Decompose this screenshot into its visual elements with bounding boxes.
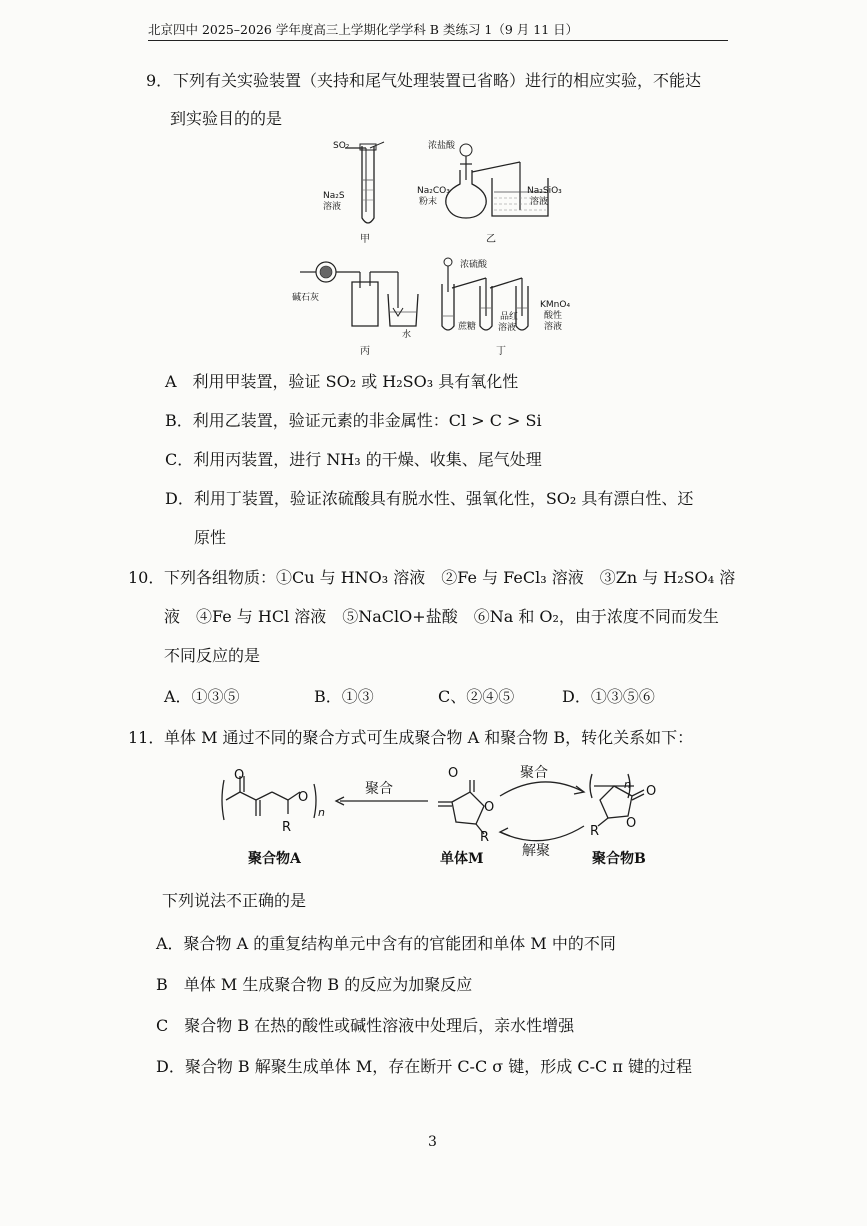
ding-kmno4-label3: 溶液: [544, 322, 563, 332]
q10-option-a[interactable]: A．①③⑤: [164, 687, 240, 706]
q10-stem-line3: 不同反应的是: [164, 646, 261, 665]
jia-gas-label: SO₂: [333, 141, 350, 151]
monomer-m-r-group: R: [480, 830, 490, 845]
ding-caption: 丁: [496, 346, 506, 357]
q9-number: 9．: [146, 71, 173, 90]
q10-stem-line1: 下列各组物质：①Cu 与 HNO₃ 溶液 ②Fe 与 FeCl₃ 溶液 ③Zn 与 H₂SO₄ 溶: [164, 568, 736, 587]
q9-option-b[interactable]: B．利用乙装置，验证元素的非金属性：Cl > C > Si: [165, 411, 542, 430]
q10-stem-line2: 液 ④Fe 与 HCl 溶液 ⑤NaClO+盐酸 ⑥Na 和 O₂，由于浓度不同而发生: [164, 607, 719, 626]
ding-dye-label: 品红: [500, 312, 519, 322]
q11-stem-line1: 单体 M 通过不同的聚合方式可生成聚合物 A 和聚合物 B，转化关系如下：: [164, 728, 694, 747]
monomer-m-label: 单体M: [440, 851, 484, 867]
page-number: 3: [428, 1134, 437, 1150]
jia-solution-label: Na₂S: [323, 191, 345, 201]
polymer-b-carbonyl-oxygen: O: [646, 784, 657, 799]
ding-kmno4-label: KMnO₄: [540, 300, 571, 310]
monomer-m-ring-oxygen: O: [484, 800, 495, 815]
ding-sugar-label: 蔗糖: [458, 322, 477, 332]
arrow-bottom-label: 解聚: [522, 843, 550, 859]
q9-stem-line2: 到实验目的的是: [170, 109, 283, 128]
q10-option-c[interactable]: C、②④⑤: [438, 687, 515, 706]
yi-solution-label2: 溶液: [530, 197, 549, 207]
apparatus-jia-diagram: [340, 140, 390, 230]
yi-acid-label: 浓盐酸: [428, 141, 456, 151]
q11-option-d[interactable]: D．聚合物 B 解聚生成单体 M，存在断开 C-C σ 键，形成 C-C π 键的过程: [156, 1057, 692, 1076]
polymer-a-structure: [216, 770, 326, 840]
polymer-a-subscript-n: n: [318, 806, 325, 819]
monomer-m-carbonyl-oxygen: O: [448, 766, 459, 781]
q10-option-b[interactable]: B．①③: [314, 687, 374, 706]
polymer-b-r-group: R: [590, 824, 600, 839]
arrow-top-label: 聚合: [520, 765, 548, 781]
q9-stem-line1: 下列有关实验装置（夹持和尾气处理装置已省略）进行的相应实验，不能达: [173, 71, 702, 90]
yi-solid-label2: 粉末: [419, 197, 438, 207]
polymer-a-ether-oxygen: O: [298, 790, 309, 805]
q11-option-c[interactable]: C 聚合物 B 在热的酸性或碱性溶液中处理后，亲水性增强: [156, 1016, 575, 1035]
apparatus-yi-diagram: [430, 140, 570, 230]
polymer-a-r-group: R: [282, 820, 292, 835]
q9-option-c[interactable]: C．利用丙装置，进行 NH₃ 的干燥、收集、尾气处理: [165, 450, 542, 469]
arrow-left-label: 聚合: [365, 781, 393, 797]
q9-option-d[interactable]: D．利用丁装置，验证浓硫酸具有脱水性、强氧化性，SO₂ 具有漂白性、还: [165, 489, 694, 508]
q9-option-d-cont: 原性: [194, 528, 227, 547]
ding-kmno4-label2: 酸性: [544, 311, 563, 321]
q9-option-a[interactable]: A 利用甲装置，验证 SO₂ 或 H₂SO₃ 具有氧化性: [165, 372, 519, 391]
jia-caption: 甲: [360, 234, 370, 245]
ding-acid-label: 浓硫酸: [460, 260, 488, 270]
yi-solid-label: Na₂CO₃: [417, 186, 450, 196]
bing-water-label: 水: [402, 330, 412, 340]
bing-caption: 丙: [360, 346, 370, 357]
q10-option-d[interactable]: D．①③⑤⑥: [562, 687, 655, 706]
yi-caption: 乙: [486, 234, 496, 245]
polymer-b-label: 聚合物B: [592, 851, 646, 867]
q11-option-b[interactable]: B 单体 M 生成聚合物 B 的反应为加聚反应: [156, 975, 473, 994]
yi-solution-label: Na₂SiO₃: [527, 186, 562, 196]
q10-number: 10．: [128, 568, 165, 587]
q11-number: 11．: [128, 728, 165, 747]
q11-option-a[interactable]: A．聚合物 A 的重复结构单元中含有的官能团和单体 M 中的不同: [156, 934, 616, 953]
q11-prompt: 下列说法不正确的是: [162, 891, 307, 910]
polymer-a-label: 聚合物A: [248, 851, 301, 867]
polymer-b-subscript-n: n: [624, 778, 631, 791]
monomer-m-structure: [432, 780, 502, 850]
bing-desiccant-label: 碱石灰: [292, 293, 320, 303]
ding-dye-label2: 溶液: [498, 323, 517, 333]
page-header: 北京四中 2025–2026 学年度高三上学期化学学科 B 类练习 1（9 月 11 日）: [148, 20, 728, 41]
polymer-a-oxygen: O: [234, 768, 245, 783]
jia-solution-label2: 溶液: [323, 202, 342, 212]
polymer-b-ring-oxygen: O: [626, 816, 637, 831]
